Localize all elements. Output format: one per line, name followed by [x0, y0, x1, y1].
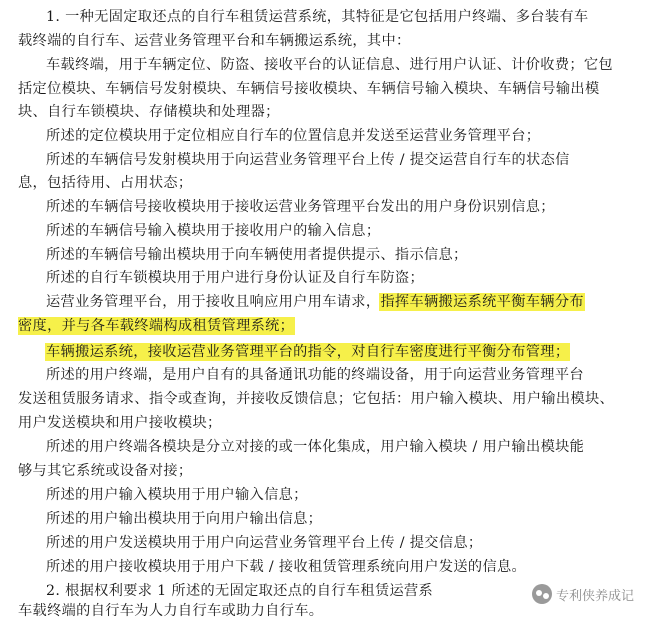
- signal-output-line: 所述的车辆信号输出模块用于向车辆使用者提供提示、指示信息；: [46, 247, 468, 263]
- user-input-line: 所述的用户输入模块用于用户输入信息；: [46, 487, 308, 503]
- platform-highlight-1: 指挥车辆搬运系统平衡车辆分布: [380, 294, 584, 310]
- positioning-module-line: 所述的定位模块用于定位相应自行车的位置信息并发送至运营业务管理平台；: [46, 128, 541, 144]
- user-terminal-line-2: 发送租赁服务请求、指令或查询，并接收反馈信息；它包括：用户输入模块、用户输出模块、: [18, 391, 615, 407]
- user-output-line: 所述的用户输出模块用于向用户输出信息；: [46, 511, 323, 527]
- user-receive-line: 所述的用户接收模块用于用户下载 / 接收租赁管理系统向用户发送的信息。: [46, 559, 527, 575]
- claim-2-line-1: 2. 根据权利要求 1 所述的无固定取还点的自行车租赁运营系: [46, 583, 434, 599]
- claim-1-intro-line-1: 1. 一种无固定取还点的自行车租赁运营系统，其特征是它包括用户终端、多台装有车: [46, 9, 589, 25]
- watermark: [529, 582, 637, 606]
- transport-system-line: [18, 341, 639, 363]
- transport-highlight: 车辆搬运系统，接收运营业务管理平台的指令，对自行车密度进行平衡分布管理；: [46, 344, 570, 360]
- bike-lock-line: 所述的自行车锁模块用于用户进行身份认证及自行车防盗；: [46, 270, 424, 286]
- vehicle-terminal-line-2: 括定位模块、车辆信号发射模块、车辆信号接收模块、车辆信号输入模块、车辆信号输出模: [18, 81, 600, 97]
- signal-transmit-line-2: 息，包括待用、占用状态；: [18, 175, 193, 191]
- wechat-icon: [532, 584, 552, 604]
- user-send-line: 所述的用户发送模块用于用户向运营业务管理平台上传 / 提交信息；: [46, 535, 483, 551]
- vehicle-terminal-line-1: 车载终端，用于车辆定位、防盗、接收平台的认证信息、进行用户认证、计价收费；它包: [46, 57, 613, 73]
- user-modules-line-2: 够与其它系统或设备对接；: [18, 463, 193, 479]
- platform-text: 运营业务管理平台，用于接收且响应用户用车请求，: [46, 294, 381, 310]
- vehicle-terminal-line-3: 块、自行车锁模块、存储模块和处理器；: [18, 104, 280, 120]
- signal-transmit-line-1: 所述的车辆信号发射模块用于向运营业务管理平台上传 / 提交运营自行车的状态信: [46, 152, 570, 168]
- user-terminal-line-3: 用户发送模块和用户接收模块；: [18, 415, 222, 431]
- claim-1-intro-line-2: 载终端的自行车、运营业务管理平台和车辆搬运系统，其中：: [18, 33, 411, 49]
- watermark-text: 专利侠养成记: [555, 587, 634, 603]
- claim-2-line-2: 车载终端的自行车为人力自行车或助力自行车。: [18, 603, 324, 619]
- user-terminal-line-1: 所述的用户终端，是用户自有的具备通讯功能的终端设备，用于向运营业务管理平台: [46, 367, 584, 383]
- user-modules-line-1: 所述的用户终端各模块是分立对接的或一体化集成，用户输入模块 / 用户输出模块能: [46, 439, 585, 455]
- platform-line-1: [18, 291, 639, 313]
- signal-input-line: 所述的车辆信号输入模块用于接收用户的输入信息；: [46, 223, 381, 239]
- platform-highlight-2: 密度，并与各车载终端构成租赁管理系统；: [18, 318, 295, 334]
- platform-line-2: [18, 315, 639, 337]
- signal-receive-line: 所述的车辆信号接收模块用于接收运营业务管理平台发出的用户身份识别信息；: [46, 199, 555, 215]
